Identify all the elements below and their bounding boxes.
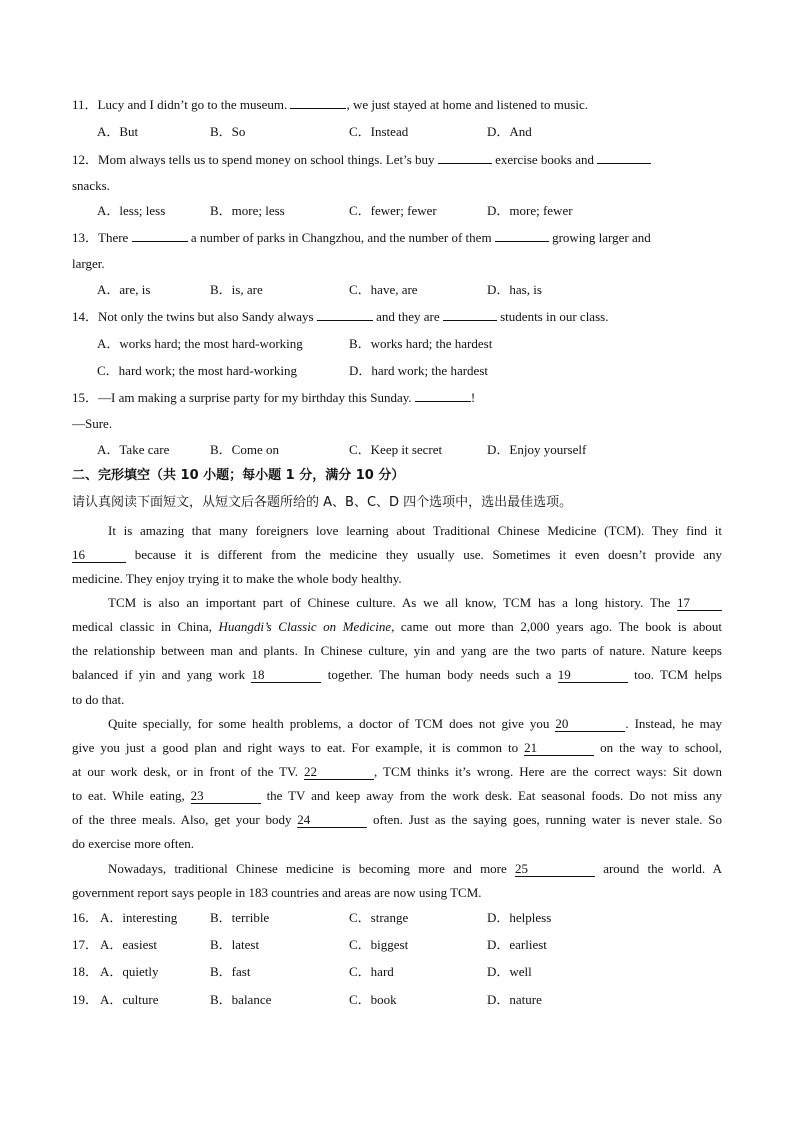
section-instruction: 请认真阅读下面短文，从短文后各题所给的 A、B、C、D 四个选项中，选出最佳选项。 [72,495,573,510]
answer-blank [415,401,471,402]
option: B．terrible [210,910,270,925]
option: D．has, is [487,282,542,297]
option: A．Take care [97,442,170,457]
blank-17: 17 [677,596,722,611]
option: D．more; fewer [487,203,573,218]
answer-blank [438,163,492,164]
option: C．Keep it secret [349,442,443,457]
question-12: 12．Mom always tells us to spend money on school things. Let’s buy exercise books and [72,152,651,168]
answer-blank [132,241,188,242]
blank-24: 24 [297,813,367,828]
blank-23: 23 [191,789,261,804]
option: C．fewer; fewer [349,203,437,218]
passage-line: of the three meals. Also, get your body 24 often. Just as the saying goes, running water is never stale. So [72,812,723,827]
blank-22: 22 [304,765,374,780]
passage-line: balanced if yin and yang work 18 together. The human body needs such a 19 too. TCM helps [72,667,722,682]
question-15: 15．—I am making a surprise party for my birthday this Sunday. ! [72,390,476,405]
question-14: 14．Not only the twins but also Sandy always and they are students in our class. [72,309,609,324]
option: B．works hard; the hardest [349,336,493,351]
blank-25: 25 [515,862,595,877]
option: D．hard work; the hardest [349,363,488,378]
question-number: 17． [72,937,99,952]
option: B．more; less [210,203,285,218]
question-number: 19． [72,992,99,1007]
question-number: 12． [72,152,99,167]
option: C．strange [349,910,409,925]
passage-line: 16 because it is different from the medicine they usually use. Sometimes it even doesn’t provide any [72,547,723,562]
option: D．helpless [487,910,552,925]
option: B．balance [210,992,272,1007]
option: B．So [210,124,246,139]
exam-page: 11．Lucy and I didn’t go to the museum. , we just stayed at home and listened to music. A．But B．So C．Instead D．And 12．Mom always tells us to spend money on school things. Let’s buy exercise books and snacks. A．less; less B．more; less C．fewer; fewer D．more; fewer 13．There a number of parks in Changzhou, and the number of them growing larger and larger. A．are, is B．is, are C．have, are D．has, is 14．Not only the twins but also Sandy always and they are students in our class. A．works hard; the most hard-working B．works hard; the hardest C．hard work; the most hard-working D．hard work; the hardest 15．—I am making a surprise party for my birthday this Sunday. ! —Sure. A．Take care B．Come on C．Keep it secret D．Enjoy yourself 二、完形填空（共 10 小题；每小题 1 分，满分 10 分） 请认真阅读下面短文，从短文后各题所给的 A、B、C、D 四个选项中，选出最佳选项。 It is amazing that many foreigners love learning about Traditional Chinese Medicine (TCM). They find it 16 because it is different from the medicine they usually use. Sometimes it even doesn’t provide any medicine. They enjoy trying it to make the whole body healthy. TCM is also an important part of Chinese culture. As we all know, TCM has a long history. The 17 medical classic in China, Huangdi’s Classic on Medicine, came out more than 2,000 years ago. The book is about the relationship between man and plants. In Chinese culture, yin and yang are the two parts of nature. Nature keeps balanced if yin and yang work 18 together. The human body needs such a 19 too. TCM helps to do that. Quite specially, for some health problems, a doctor of TCM does not give you 20 . Instead, he may give you just a good plan and right ways to eat. For example, it is common to 21 on the way to school, at our work desk, or in front of the TV. 22 , TCM thinks it’s wrong. Here are the correct ways: Sit down to eat. While eating, 23 the TV and keep away from the work desk. Eat seasonal foods. Do not miss any of the three meals. Also, get your body 24 often. Just as the saying goes, running water is never stale. So do exercise more often. Nowadays, traditional Chinese medicine is becoming more and more 25 around the world. A government report says people in 183 countries and areas are now using TCM. 16． A．interesting B．terrible C．strange D．helpless 17． A．easiest B．latest C．biggest D．earliest 18． A．quietly B．fast C．hard D．well 19． A．culture B．balance C．book D．nature [72,97,723,1007]
passage-line: do exercise more often. [72,836,195,851]
passage-line: medical classic in China, Huangdi’s Classic on Medicine, came out more than 2,000 years ago. The book is about [72,619,722,634]
answer-blank [317,320,373,321]
option: B．latest [210,937,260,952]
option: B．is, are [210,282,263,297]
answer-blank [290,108,346,109]
blank-19: 19 [558,668,628,683]
passage-line: Nowadays, traditional Chinese medicine is becoming more and more 25 around the world. A [108,861,723,876]
blank-18: 18 [251,668,321,683]
option: A．culture [100,992,159,1007]
blank-20: 20 [555,717,625,732]
question-number: 18． [72,964,99,979]
option: C．have, are [349,282,418,297]
option: A．works hard; the most hard-working [97,336,303,351]
option: C．hard work; the most hard-working [97,363,298,378]
question-number: 14． [72,309,99,324]
option: B．Come on [210,442,279,457]
option: C．biggest [349,937,409,952]
passage-line: It is amazing that many foreigners love learning about Traditional Chinese Medicine (TCM). They find it [108,523,722,538]
question-11: 11．Lucy and I didn’t go to the museum. , we just stayed at home and listened to music. [72,97,589,112]
option: D．And [487,124,532,139]
option: A．quietly [100,964,159,979]
passage-line: medicine. They enjoy trying it to make the whole body healthy. [72,571,402,586]
passage-line: to do that. [72,692,125,707]
option: D．earliest [487,937,547,952]
answer-blank [597,163,651,164]
option: A．easiest [100,937,158,952]
passage-line: TCM is also an important part of Chinese culture. As we all know, TCM has a long history. The 17 [108,595,722,611]
option: C．book [349,992,397,1007]
option: A．interesting [100,910,178,925]
option: C．Instead [349,124,409,139]
option: D．Enjoy yourself [487,442,587,457]
blank-16: 16 [72,548,126,563]
answer-blank [443,320,497,321]
option: D．nature [487,992,542,1007]
section-heading: 二、完形填空（共 10 小题；每小题 1 分，满分 10 分） [72,468,405,483]
option: A．less; less [97,203,166,218]
option: C．hard [349,964,394,979]
question-number: 16． [72,910,99,925]
passage-line: Quite specially, for some health problems, a doctor of TCM does not give you 20 . Instead, he may [108,716,722,731]
question-number: 15． [72,390,99,405]
option: A．But [97,124,139,139]
passage-line: at our work desk, or in front of the TV. 22 , TCM thinks it’s wrong. Here are the correct ways: Sit down [72,764,722,779]
answer-blank [495,241,549,242]
passage-line: give you just a good plan and right ways to eat. For example, it is common to 21 on the way to school, [72,740,723,755]
option: A．are, is [97,282,151,297]
question-number: 11． [72,97,98,112]
passage-line: government report says people in 183 countries and areas are now using TCM. [72,885,482,900]
option: D．well [487,964,532,979]
question-number: 13． [72,230,99,245]
blank-21: 21 [524,741,594,756]
question-13: 13．There a number of parks in Changzhou, and the number of them growing larger and [72,230,651,245]
passage-line: the relationship between man and plants. In Chinese culture, yin and yang are the two parts of nature. Nature keeps [72,643,722,658]
option: B．fast [210,964,251,979]
passage-line: to eat. While eating, 23 the TV and keep away from the work desk. Eat seasonal foods. Do not miss any [72,788,723,803]
